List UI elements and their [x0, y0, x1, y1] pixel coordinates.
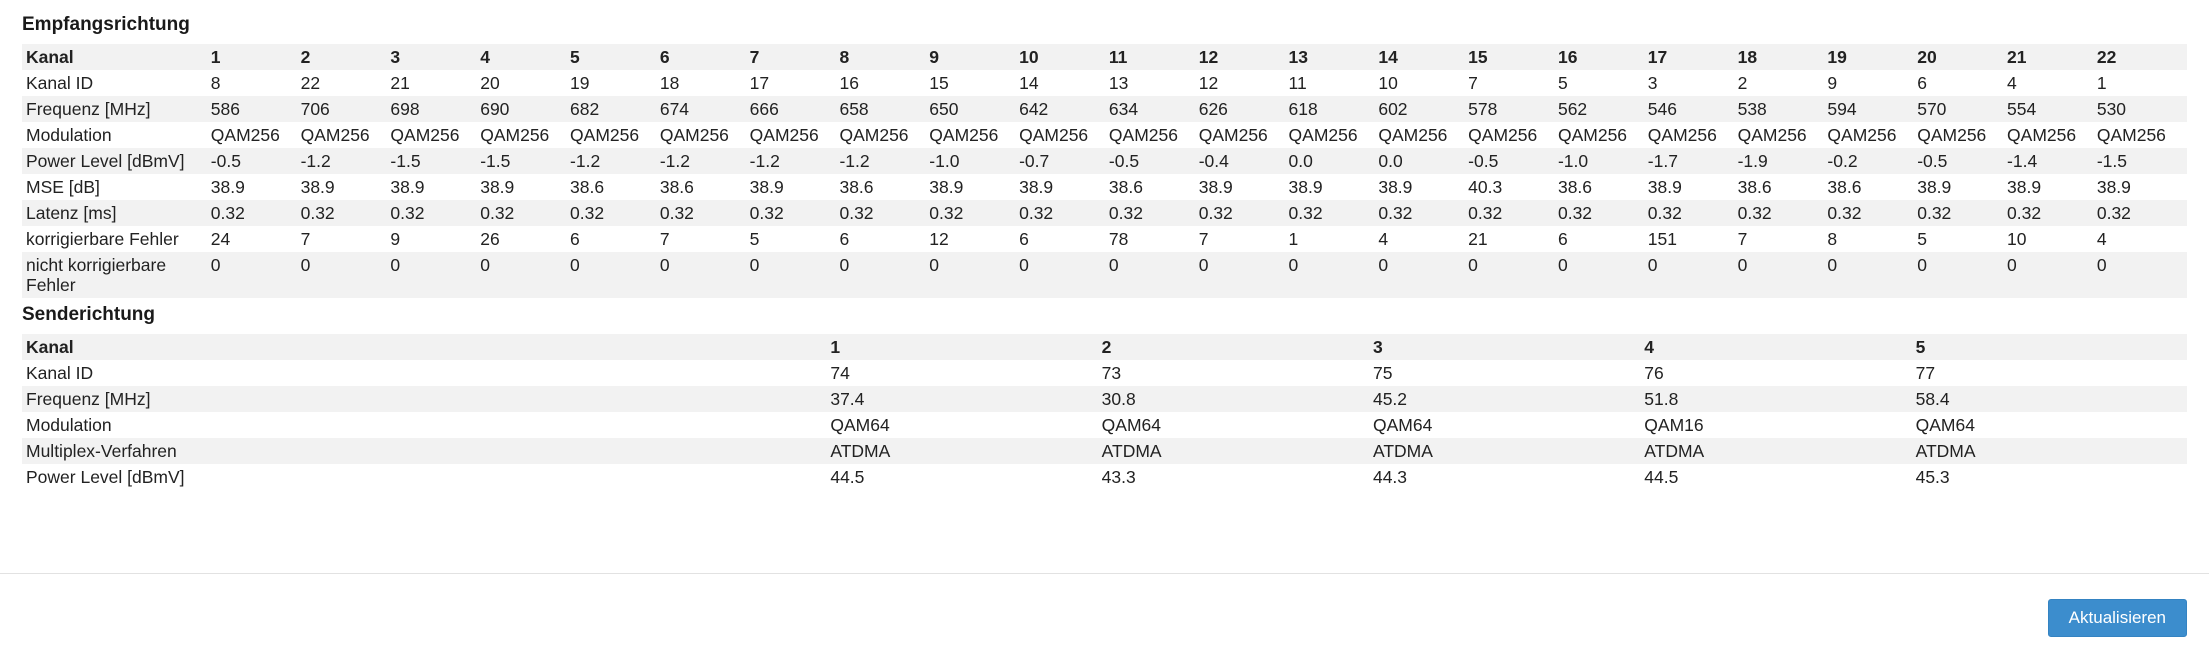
cell: -1.9 — [1738, 148, 1828, 174]
cell: 666 — [750, 96, 840, 122]
cell: ATDMA — [830, 438, 1101, 464]
cell: 6 — [1917, 70, 2007, 96]
cell: QAM256 — [1738, 122, 1828, 148]
cell: QAM256 — [1199, 122, 1289, 148]
cell: 0.32 — [1827, 200, 1917, 226]
cell: 0 — [1468, 252, 1558, 298]
cell: 706 — [301, 96, 391, 122]
table-row — [22, 200, 2187, 226]
cell: -0.2 — [1827, 148, 1917, 174]
cell: -1.5 — [2097, 148, 2187, 174]
cell: 17 — [750, 70, 840, 96]
cell: 7 — [301, 226, 391, 252]
cell: QAM64 — [1102, 412, 1373, 438]
upstream-table-body — [22, 334, 2187, 490]
cell: ATDMA — [1102, 438, 1373, 464]
cell: 38.9 — [929, 174, 1019, 200]
cell: 0 — [929, 252, 1019, 298]
cell: 0 — [301, 252, 391, 298]
cell: 38.6 — [1558, 174, 1648, 200]
cell: 8 — [1827, 226, 1917, 252]
cell: 5 — [750, 226, 840, 252]
cell: 0.32 — [1109, 200, 1199, 226]
cell: QAM256 — [570, 122, 660, 148]
cell: 0.32 — [301, 200, 391, 226]
cell: 650 — [929, 96, 1019, 122]
cell: 4 — [480, 44, 570, 70]
table-row — [22, 252, 2187, 298]
cell: 38.9 — [301, 174, 391, 200]
cell: 0 — [1648, 252, 1738, 298]
cell: 0.0 — [1289, 148, 1379, 174]
cell: QAM256 — [2007, 122, 2097, 148]
cell: 21 — [390, 70, 480, 96]
cell: 0.32 — [1917, 200, 2007, 226]
cell: 38.9 — [750, 174, 840, 200]
cell: 5 — [570, 44, 660, 70]
cell: 562 — [1558, 96, 1648, 122]
row-label-kanal-id: Kanal ID — [22, 70, 211, 96]
cell: 38.6 — [839, 174, 929, 200]
cell: ATDMA — [1916, 438, 2187, 464]
cell: -1.0 — [929, 148, 1019, 174]
cell: 1 — [211, 44, 301, 70]
cell: 0 — [1289, 252, 1379, 298]
cell: QAM256 — [2097, 122, 2187, 148]
cell: 21 — [1468, 226, 1558, 252]
cell: 2 — [1102, 334, 1373, 360]
cell: 38.9 — [480, 174, 570, 200]
spacer-cell — [363, 412, 831, 438]
cell: -0.5 — [211, 148, 301, 174]
cell: 6 — [570, 226, 660, 252]
cell: 22 — [2097, 44, 2187, 70]
table-row — [22, 174, 2187, 200]
cell: 690 — [480, 96, 570, 122]
table-row — [22, 70, 2187, 96]
cell: 0 — [211, 252, 301, 298]
cell: 38.9 — [1289, 174, 1379, 200]
cell: 0 — [390, 252, 480, 298]
upstream-table — [22, 334, 2187, 490]
cell: 546 — [1648, 96, 1738, 122]
cell: 38.9 — [2007, 174, 2097, 200]
cell: -1.4 — [2007, 148, 2097, 174]
row-label-kanal: Kanal — [22, 44, 211, 70]
cell: 9 — [929, 44, 1019, 70]
cell: 20 — [480, 70, 570, 96]
cell: 6 — [839, 226, 929, 252]
cell: 0.32 — [1289, 200, 1379, 226]
table-row — [22, 438, 2187, 464]
cell: 0 — [750, 252, 840, 298]
cell: 0 — [839, 252, 929, 298]
cell: 26 — [480, 226, 570, 252]
cell: 11 — [1109, 44, 1199, 70]
cell: 38.9 — [1648, 174, 1738, 200]
cell: 578 — [1468, 96, 1558, 122]
table-row — [22, 386, 2187, 412]
cell: 38.9 — [1199, 174, 1289, 200]
cell: 0.32 — [929, 200, 1019, 226]
cell: 602 — [1378, 96, 1468, 122]
cell: 674 — [660, 96, 750, 122]
cell: 0 — [570, 252, 660, 298]
row-label-power-level: Power Level [dBmV] — [22, 148, 211, 174]
cell: ATDMA — [1644, 438, 1915, 464]
cell: QAM64 — [1373, 412, 1644, 438]
cell: 586 — [211, 96, 301, 122]
cell: -0.7 — [1019, 148, 1109, 174]
row-label-kanal-id: Kanal ID — [22, 360, 363, 386]
cell: 9 — [390, 226, 480, 252]
cell: 18 — [1738, 44, 1828, 70]
cell: 38.6 — [660, 174, 750, 200]
cell: 0.32 — [211, 200, 301, 226]
cell: 0 — [1558, 252, 1648, 298]
cell: 7 — [750, 44, 840, 70]
row-label-power-level: Power Level [dBmV] — [22, 464, 363, 490]
cell: 12 — [1199, 44, 1289, 70]
cell: 0.32 — [1468, 200, 1558, 226]
cell: QAM256 — [1019, 122, 1109, 148]
spacer-cell — [363, 464, 831, 490]
cell: -1.2 — [750, 148, 840, 174]
cell: 0 — [2007, 252, 2097, 298]
row-label-modulation: Modulation — [22, 122, 211, 148]
cell: 0 — [1827, 252, 1917, 298]
cell: QAM256 — [1378, 122, 1468, 148]
cell: 0.32 — [2007, 200, 2097, 226]
cell: 44.5 — [830, 464, 1101, 490]
cell: QAM16 — [1644, 412, 1915, 438]
cell: QAM256 — [211, 122, 301, 148]
cell: 38.9 — [211, 174, 301, 200]
cell: 12 — [1199, 70, 1289, 96]
cell: 6 — [1019, 226, 1109, 252]
cell: QAM256 — [839, 122, 929, 148]
cell: QAM256 — [1468, 122, 1558, 148]
cell: -1.2 — [570, 148, 660, 174]
cell: 0 — [1917, 252, 2007, 298]
cell: 7 — [1738, 226, 1828, 252]
table-row — [22, 148, 2187, 174]
cell: -1.5 — [390, 148, 480, 174]
cell: 18 — [660, 70, 750, 96]
upstream-section-title: Senderichtung — [22, 304, 156, 325]
cell: -0.4 — [1199, 148, 1289, 174]
row-label-kanal: Kanal — [22, 334, 363, 360]
cell: 7 — [660, 226, 750, 252]
cell: 15 — [1468, 44, 1558, 70]
spacer-cell — [363, 360, 831, 386]
cell: 626 — [1199, 96, 1289, 122]
cell: 40.3 — [1468, 174, 1558, 200]
cell: 77 — [1916, 360, 2187, 386]
cell: QAM256 — [301, 122, 391, 148]
cell: 3 — [390, 44, 480, 70]
cell: 74 — [830, 360, 1101, 386]
cell: 19 — [1827, 44, 1917, 70]
cell: QAM256 — [1558, 122, 1648, 148]
cell: 73 — [1102, 360, 1373, 386]
cell: 11 — [1289, 70, 1379, 96]
cell: 0.32 — [570, 200, 660, 226]
cell: QAM256 — [750, 122, 840, 148]
cell: 0 — [1199, 252, 1289, 298]
cell: 658 — [839, 96, 929, 122]
cell: 6 — [1558, 226, 1648, 252]
cell: QAM256 — [1109, 122, 1199, 148]
cell: 5 — [1916, 334, 2187, 360]
cell: -1.5 — [480, 148, 570, 174]
cell: 570 — [1917, 96, 2007, 122]
cell: 3 — [1373, 334, 1644, 360]
cell: QAM64 — [830, 412, 1101, 438]
cell: 3 — [1648, 70, 1738, 96]
table-row — [22, 412, 2187, 438]
cell: 554 — [2007, 96, 2097, 122]
cell: -1.2 — [660, 148, 750, 174]
cell: 0.32 — [1199, 200, 1289, 226]
cell: 44.3 — [1373, 464, 1644, 490]
cell: QAM256 — [1917, 122, 2007, 148]
cell: 0 — [1738, 252, 1828, 298]
cell: 0.0 — [1378, 148, 1468, 174]
cell: 38.9 — [1917, 174, 2007, 200]
cell: 38.9 — [2097, 174, 2187, 200]
cell: 0.32 — [2097, 200, 2187, 226]
cell: 8 — [211, 70, 301, 96]
downstream-table-wrapper — [0, 36, 2209, 298]
row-label-latenz: Latenz [ms] — [22, 200, 211, 226]
cell: 7 — [1468, 70, 1558, 96]
cell: 618 — [1289, 96, 1379, 122]
cell: 17 — [1648, 44, 1738, 70]
cell: 4 — [1644, 334, 1915, 360]
cell: 19 — [570, 70, 660, 96]
cell: 682 — [570, 96, 660, 122]
cell: QAM256 — [480, 122, 570, 148]
cell: 8 — [839, 44, 929, 70]
cell: 13 — [1289, 44, 1379, 70]
cell: 0 — [1019, 252, 1109, 298]
cell: 12 — [929, 226, 1019, 252]
cell: 20 — [1917, 44, 2007, 70]
table-row — [22, 122, 2187, 148]
spacer-cell — [363, 334, 831, 360]
cell: 151 — [1648, 226, 1738, 252]
row-label-nicht-korrigierbare-fehler: nicht korrigierbare Fehler — [22, 252, 211, 298]
cell: 22 — [301, 70, 391, 96]
row-label-frequenz: Frequenz [MHz] — [22, 96, 211, 122]
cell: -1.2 — [301, 148, 391, 174]
cell: 0 — [480, 252, 570, 298]
cell: 4 — [1378, 226, 1468, 252]
cell: 13 — [1109, 70, 1199, 96]
cell: 44.5 — [1644, 464, 1915, 490]
spacer-cell — [363, 386, 831, 412]
cell: QAM256 — [390, 122, 480, 148]
row-label-multiplex-verfahren: Multiplex-Verfahren — [22, 438, 363, 464]
downstream-table — [22, 44, 2187, 298]
cell: 698 — [390, 96, 480, 122]
cell: 4 — [2007, 70, 2097, 96]
table-row — [22, 226, 2187, 252]
cell: 38.6 — [1738, 174, 1828, 200]
cell: 38.6 — [1827, 174, 1917, 200]
cell: QAM256 — [1289, 122, 1379, 148]
row-label-mse: MSE [dB] — [22, 174, 211, 200]
cell: 10 — [1378, 70, 1468, 96]
cell: 10 — [1019, 44, 1109, 70]
row-label-korrigierbare-fehler: korrigierbare Fehler — [22, 226, 211, 252]
cell: 5 — [1917, 226, 2007, 252]
upstream-table-wrapper — [0, 326, 2209, 490]
cell: 0.32 — [1019, 200, 1109, 226]
cell: 5 — [1558, 70, 1648, 96]
cell: 24 — [211, 226, 301, 252]
spacer-cell — [363, 438, 831, 464]
cell: 0.32 — [390, 200, 480, 226]
cell: 1 — [2097, 70, 2187, 96]
cell: 38.6 — [570, 174, 660, 200]
cell: -0.5 — [1468, 148, 1558, 174]
cell: QAM256 — [660, 122, 750, 148]
cell: 30.8 — [1102, 386, 1373, 412]
cell: 16 — [839, 70, 929, 96]
refresh-button[interactable]: Aktualisieren — [2048, 599, 2187, 637]
cell: 0.32 — [1378, 200, 1468, 226]
table-row — [22, 44, 2187, 70]
cell: 0 — [1378, 252, 1468, 298]
cell: 16 — [1558, 44, 1648, 70]
footer-bar — [0, 574, 2209, 653]
cell: 38.9 — [1019, 174, 1109, 200]
cell: 642 — [1019, 96, 1109, 122]
cell: 2 — [301, 44, 391, 70]
cell: 45.2 — [1373, 386, 1644, 412]
cell: -0.5 — [1109, 148, 1199, 174]
cell: QAM256 — [1648, 122, 1738, 148]
cell: 634 — [1109, 96, 1199, 122]
cell: 0 — [660, 252, 750, 298]
cell: 0.32 — [839, 200, 929, 226]
downstream-table-body — [22, 44, 2187, 298]
cell: 43.3 — [1102, 464, 1373, 490]
table-row — [22, 334, 2187, 360]
cell: 45.3 — [1916, 464, 2187, 490]
cell: -0.5 — [1917, 148, 2007, 174]
cell: 2 — [1738, 70, 1828, 96]
cell: -1.7 — [1648, 148, 1738, 174]
cell: 0 — [2097, 252, 2187, 298]
cell: 58.4 — [1916, 386, 2187, 412]
table-row — [22, 360, 2187, 386]
cell: 0 — [1109, 252, 1199, 298]
cell: 38.6 — [1109, 174, 1199, 200]
cell: 14 — [1378, 44, 1468, 70]
cell: 7 — [1199, 226, 1289, 252]
cell: ATDMA — [1373, 438, 1644, 464]
cell: 1 — [830, 334, 1101, 360]
cell: 530 — [2097, 96, 2187, 122]
cell: 76 — [1644, 360, 1915, 386]
cell: 0.32 — [750, 200, 840, 226]
table-row — [22, 464, 2187, 490]
cell: 10 — [2007, 226, 2097, 252]
cell: 6 — [660, 44, 750, 70]
cell: 0.32 — [1738, 200, 1828, 226]
cell: 21 — [2007, 44, 2097, 70]
downstream-section-title: Empfangsrichtung — [22, 14, 190, 35]
cell: 51.8 — [1644, 386, 1915, 412]
cell: 37.4 — [830, 386, 1101, 412]
cell: 538 — [1738, 96, 1828, 122]
cell: 1 — [1289, 226, 1379, 252]
cell: 75 — [1373, 360, 1644, 386]
cell: -1.2 — [839, 148, 929, 174]
cell: 9 — [1827, 70, 1917, 96]
table-row — [22, 96, 2187, 122]
cell: -1.0 — [1558, 148, 1648, 174]
cell: 38.9 — [390, 174, 480, 200]
cell: 0.32 — [660, 200, 750, 226]
cell: 0.32 — [1648, 200, 1738, 226]
cell: 0.32 — [1558, 200, 1648, 226]
cell: 0.32 — [480, 200, 570, 226]
cell: 594 — [1827, 96, 1917, 122]
cell: QAM64 — [1916, 412, 2187, 438]
cell: 14 — [1019, 70, 1109, 96]
row-label-frequenz: Frequenz [MHz] — [22, 386, 363, 412]
cell: 38.9 — [1378, 174, 1468, 200]
cell: QAM256 — [929, 122, 1019, 148]
cell: 15 — [929, 70, 1019, 96]
cell: 4 — [2097, 226, 2187, 252]
cell: 78 — [1109, 226, 1199, 252]
cell: QAM256 — [1827, 122, 1917, 148]
row-label-modulation: Modulation — [22, 412, 363, 438]
